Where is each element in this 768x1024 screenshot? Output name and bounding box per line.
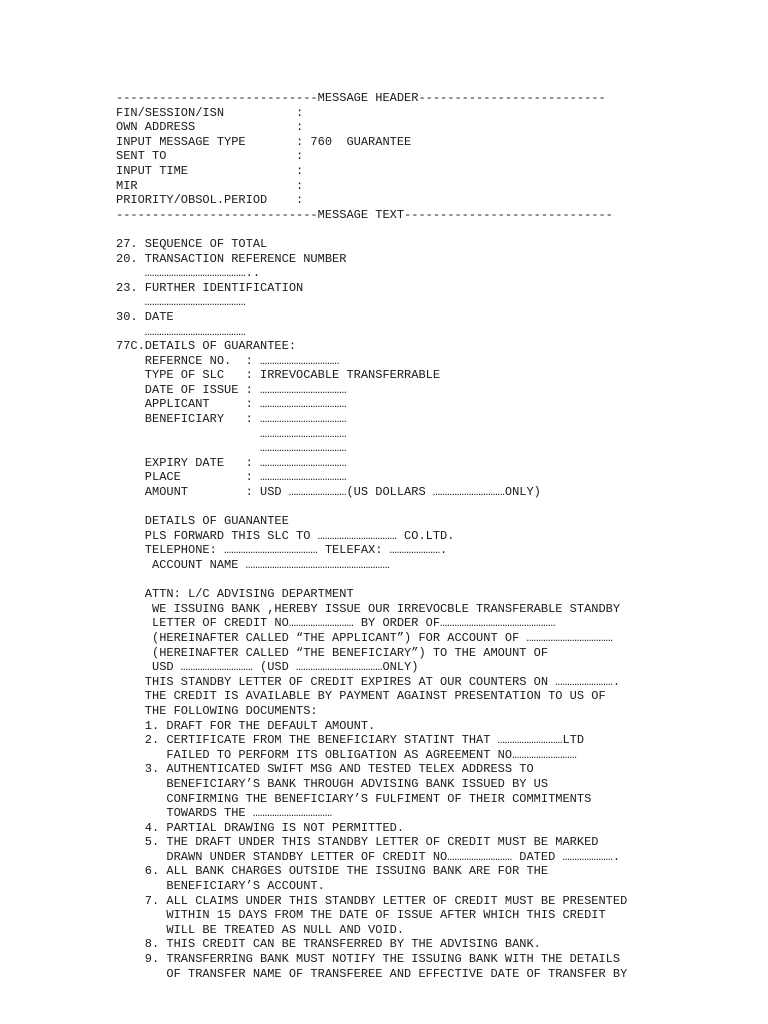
document-line: ACCOUNT NAME …………………………………………………… — [116, 558, 390, 572]
document-line: USD ………………………… (USD ………………………………ONLY) — [116, 660, 419, 675]
document-line: THE CREDIT IS AVAILABLE BY PAYMENT AGAINST PRESENTATION TO US OF — [116, 689, 606, 704]
document-line: 20. TRANSACTION REFERENCE NUMBER — [116, 251, 347, 266]
document-line: INPUT MESSAGE TYPE : 760 GUARANTEE — [116, 134, 412, 149]
document-line: PLACE : ……………………………… — [116, 470, 347, 485]
document-line: EXPIRY DATE : ……………………………… — [116, 455, 347, 470]
document-line: 2. CERTIFICATE FROM THE BENEFICIARY STATINT THAT ………………………LTD — [116, 733, 585, 748]
document-line: 27. SEQUENCE OF TOTAL — [116, 236, 268, 251]
document-line: THIS STANDBY LETTER OF CREDIT EXPIRES AT OUR COUNTERS ON ……………………. — [116, 674, 621, 689]
document-line: 4. PARTIAL DRAWING IS NOT PERMITTED. — [116, 820, 405, 835]
document-line: ……………………………… — [116, 441, 347, 456]
document-line: BENEFICIARY’S ACCOUNT. — [116, 879, 325, 894]
document-line: THE FOLLOWING DOCUMENTS: — [116, 703, 318, 718]
document-line: SENT TO : — [116, 149, 304, 164]
document-line: ----------------------------MESSAGE HEADER-------------------------- — [116, 91, 606, 105]
document-line: 6. ALL BANK CHARGES OUTSIDE THE ISSUING BANK ARE FOR THE — [116, 864, 549, 879]
document-line: APPLICANT : ……………………………… — [116, 397, 347, 412]
document-line: 77C.DETAILS OF GUARANTEE: — [116, 339, 297, 354]
document-line: 1. DRAFT FOR THE DEFAULT AMOUNT. — [116, 718, 376, 733]
document-line: 30. DATE — [116, 309, 174, 324]
document-line: INPUT TIME : — [116, 163, 304, 178]
document-line: OF TRANSFER NAME OF TRANSFEREE AND EFFECTIVE DATE OF TRANSFER BY — [116, 966, 628, 981]
document-line: 9. TRANSFERRING BANK MUST NOTIFY THE ISSUING BANK WITH THE DETAILS — [116, 952, 621, 967]
document-line: 5. THE DRAFT UNDER THIS STANDBY LETTER OF CREDIT MUST BE MARKED — [116, 835, 599, 850]
document-line: FIN/SESSION/ISN : — [116, 105, 304, 120]
document-line — [116, 500, 761, 515]
document-line — [116, 222, 761, 237]
document-line: ……………………………… — [116, 426, 347, 441]
document-line: ----------------------------MESSAGE TEXT----------------------------- — [116, 207, 613, 222]
document-line: REFERNCE NO. : …………………………… — [116, 353, 340, 368]
document-line: DETAILS OF GUANANTEE — [116, 514, 289, 529]
document-line: TYPE OF SLC : IRREVOCABLE TRANSFERRABLE — [116, 368, 441, 383]
document-line: …………………………………… — [116, 295, 246, 310]
swift-message-document — [116, 91, 761, 981]
document-line: WILL BE TREATED AS NULL AND VOID. — [116, 922, 405, 937]
document-line: BENEFICIARY’S BANK THROUGH ADVISING BANK ISSUED BY US — [116, 776, 549, 791]
document-line: TELEPHONE: ………………………………… TELEFAX: …………………. — [116, 543, 448, 558]
document-line: BENEFICIARY : ……………………………… — [116, 412, 347, 427]
document-line: OWN ADDRESS : — [116, 120, 304, 135]
document-line: WITHIN 15 DAYS FROM THE DATE OF ISSUE AFTER WHICH THIS CREDIT — [116, 908, 606, 923]
document-line: 23. FURTHER IDENTIFICATION — [116, 280, 304, 295]
document-line — [116, 573, 761, 588]
document-line: (HEREINAFTER CALLED “THE APPLICANT”) FOR ACCOUNT OF ……………………………… — [116, 630, 613, 645]
document-line: WE ISSUING BANK ,HEREBY ISSUE OUR IRREVOCBLE TRANSFERABLE STANDBY — [116, 601, 621, 616]
document-line: CONFIRMING THE BENEFICIARY’S FULFIMENT OF THEIR COMMITMENTS — [116, 791, 592, 806]
document-line: 3. AUTHENTICATED SWIFT MSG AND TESTED TELEX ADDRESS TO — [116, 762, 534, 777]
document-line: DATE OF ISSUE : ……………………………… — [116, 382, 347, 397]
document-line: FAILED TO PERFORM ITS OBLIGATION AS AGREEMENT NO……………………… — [116, 747, 577, 762]
document-line: PRIORITY/OBSOL.PERIOD : — [116, 193, 304, 208]
document-line: DRAWN UNDER STANDBY LETTER OF CREDIT NO……………………… DATED …………………. — [116, 849, 621, 864]
document-line: TOWARDS THE …………………………… — [116, 806, 333, 821]
document-line: (HEREINAFTER CALLED “THE BENEFICIARY”) TO THE AMOUNT OF — [116, 645, 549, 660]
document-line: …………………………………….. — [116, 266, 261, 281]
document-line: ATTN: L/C ADVISING DEPARTMENT — [116, 587, 354, 602]
document-line: PLS FORWARD THIS SLC TO …………………………… CO.LTD. — [116, 528, 455, 543]
document-line: …………………………………… — [116, 324, 246, 339]
document-line: MIR : — [116, 178, 304, 193]
document-line: AMOUNT : USD ……………………(US DOLLARS …………………………ONLY) — [116, 485, 541, 500]
document-line: 8. THIS CREDIT CAN BE TRANSFERRED BY THE ADVISING BANK. — [116, 937, 541, 952]
document-line: 7. ALL CLAIMS UNDER THIS STANDBY LETTER OF CREDIT MUST BE PRESENTED — [116, 893, 628, 908]
document-line: LETTER OF CREDIT NO……………………… BY ORDER OF………………………………………… — [116, 616, 556, 631]
